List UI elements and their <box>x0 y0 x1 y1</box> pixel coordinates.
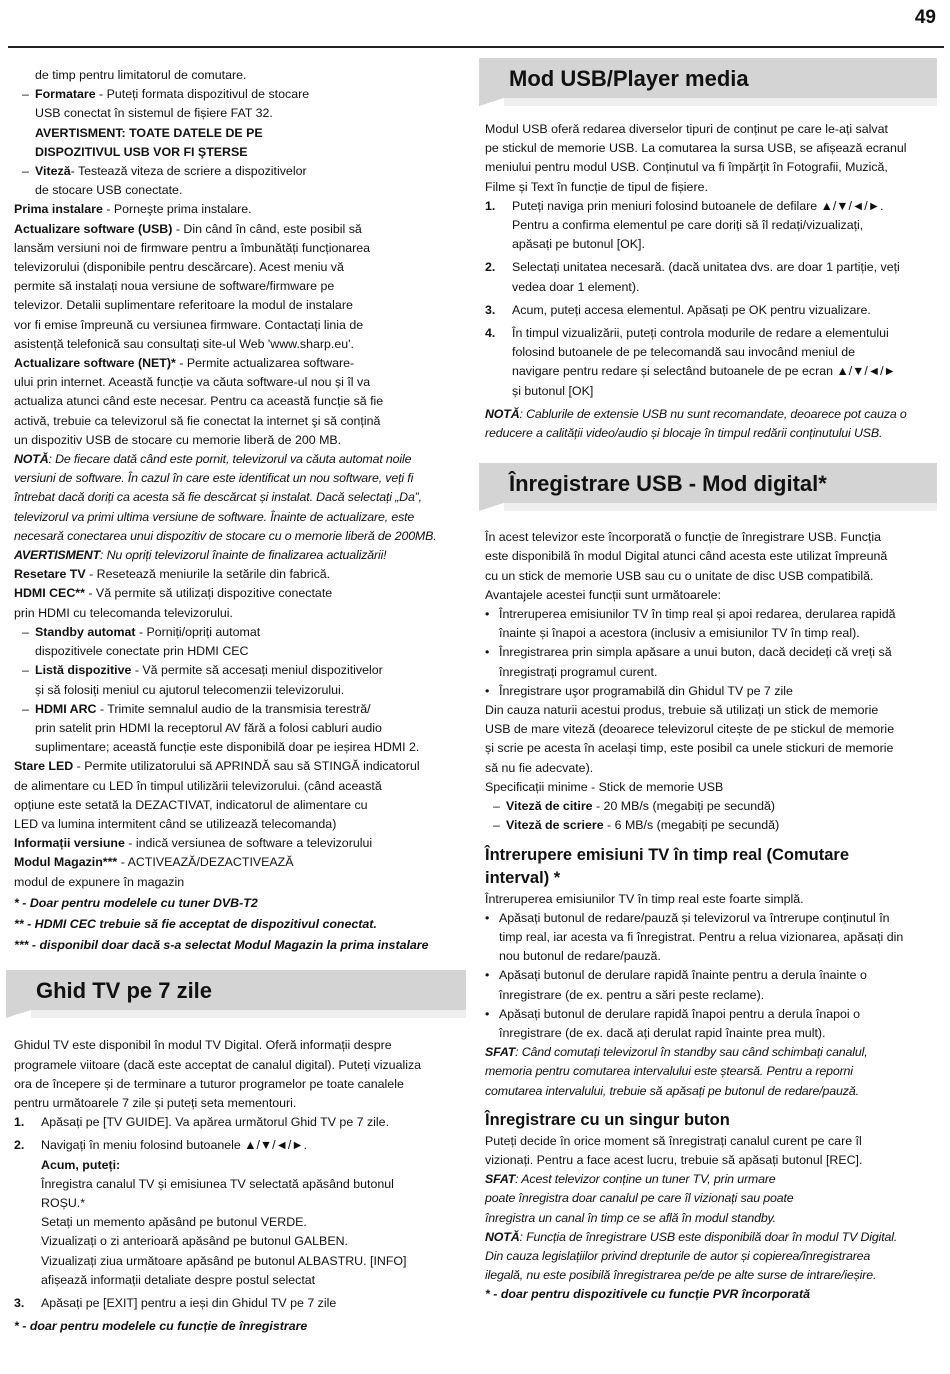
single-line: vizionați. Pentru a face acest lucru, trebuie să apăsați butonul [REC]. <box>485 1152 863 1167</box>
single-nota-line: Din cauza legislațiilor privind drepturile de autor și copierea/înregistrarea <box>485 1248 871 1263</box>
rec-intro-line: cu un stick de memorie USB sau cu o unitate de disc USB compatibilă. <box>485 568 874 583</box>
single-sfat-line: poate înregistra doar canalul pe care îl vizionați sau poate <box>485 1191 794 1206</box>
nota-line: televizorul va primi ultima versiune de software. Înainte de actualizare, este <box>14 509 415 524</box>
ghid-intro-line: pentru următoarele 7 zile și puteți seta mementouri. <box>14 1095 297 1110</box>
rec-para2-line: și scrie pe acesta în același timp, este posibil ca unele stickuri de memorie <box>485 741 894 756</box>
rec-intro-line: Avantajele acestei funcții sunt următoarele: <box>485 587 722 602</box>
top-rule <box>8 46 944 48</box>
viteza-item: – Viteză- Testează viteza de scriere a dispozitivelor <box>22 164 307 179</box>
ghid-step-1: 1. Apăsați pe [TV GUIDE]. Va apărea următorul Ghid TV pe 7 zile. <box>14 1115 390 1130</box>
warning-line-1: AVERTISMENT: TOATE DATELE DE PE <box>35 125 263 140</box>
act-usb-line: asistență telefonică sau consultați site-ul Web 'www.sharp.eu'. <box>14 336 354 351</box>
pause-bullets <box>485 909 937 1043</box>
single-sfat: SFAT: Acest televizor conține un tuner TV, prin urmare <box>485 1172 776 1187</box>
usb-step: 1. Puteți naviga prin meniuri folosind butoanele de defilare ▲/▼/◄/►. Pentru a confirma elementul pe care doriți să îl redați/vizualizați, apăsați pe butonul [OK]. <box>485 198 884 252</box>
standby-cont: dispozitivele conectate prin HDMI CEC <box>35 644 249 659</box>
viteza-label: Viteză <box>35 164 71 179</box>
single-footnote: * - doar pentru dispozitivele cu funcție PVR încorporată <box>485 1287 810 1302</box>
informatii-versiune: Informații versiune - indică versiunea de software a televizorului <box>14 836 373 851</box>
modul-magazin-cont: modul de expunere în magazin <box>14 874 185 889</box>
formatare-label: Formatare <box>35 87 96 102</box>
usb-section-title: Mod USB/Player media <box>509 66 749 91</box>
ghid-intro-line: programele viitoare (dacă este acceptat de canalul digital). Puteți vizualiza <box>14 1057 422 1072</box>
single-nota: NOTĂ: Funcția de înregistrare USB este disponibilă doar în modul TV Digital. <box>485 1229 898 1244</box>
single-nota-line: ilegală, nu este posibilă înregistrarea pe/de pe alte surse de intrare/ieșire. <box>485 1268 877 1283</box>
hdmi-cec: HDMI CEC** - Vă permite să utilizați dispozitive conectate <box>14 586 333 601</box>
usb-step: 2. Selectați unitatea necesară. (dacă unitatea dvs. are doar 1 partiție, veți vedea doar 1 element). <box>485 260 900 294</box>
footnote: *** - disponibil doar dacă s-a selectat Modul Magazin la prima instalare <box>14 938 429 953</box>
footnote: * - Doar pentru modelele cu tuner DVB-T2 <box>14 895 258 910</box>
act-usb-line: permite să instalați noua versiune de software/firmware pe <box>14 279 335 294</box>
stare-led: Stare LED - Permite utilizatorului să APRINDĂ sau să STINGĂ indicatorul <box>14 759 420 774</box>
usb-intro-line: Modul USB oferă redarea diverselor tipuri de conținut pe care le-ați salvat <box>485 122 888 136</box>
usb-intro-line: pe stickul de memorie USB. La comutarea la sursa USB, se afișează ecranul <box>485 141 907 156</box>
act-net-line: un dispozitiv USB de stocare cu memorie liberă de 200 MB. <box>14 432 342 447</box>
act-usb-line: televizor. Detalii suplimentare referitoare la modul de instalare <box>14 298 353 313</box>
usb-step: 4. În timpul vizualizării, puteți controla modurile de redare a elementului folosind butoanele de pe telecomandă sau invocând meniul de navigare pentru redare și selectând butoanele de pe ecran ▲/▼/◄/► și butonul [OK] <box>485 326 896 398</box>
usb-section-bar <box>479 58 937 106</box>
rec-intro-line: este disponibilă în modul Digital atunci când acesta este utilizat împreună <box>485 549 888 564</box>
standby-item: – Standby automat - Porniți/opriți automat <box>22 624 261 639</box>
page-number: 49 <box>914 7 936 28</box>
intro-line: de timp pentru limitatorul de comutare. <box>35 68 247 82</box>
pause-intro: Întreruperea emisiunilor TV în timp real este foarte simplă. <box>485 891 804 906</box>
nota-line1: NOTĂ: De fiecare dată când este pornit, televizorul va căuta automat noile <box>14 452 412 467</box>
act-net-line: actualiza atunci când este necesar. Pentru ca această funcție să fie <box>14 394 384 409</box>
act-usb-line: vor fi emise împreună cu versiunea firmware. Contactați linia de <box>14 317 364 332</box>
hdmi-cec-cont: prin HDMI cu telecomanda televizorului. <box>14 605 233 620</box>
rec-para2-line: Din cauza naturii acestui produs, trebuie să utilizați un stick de memorie <box>485 703 879 718</box>
ghid-intro-line: ora de începere și de terminare a tuturor programelor pe toate canalele <box>14 1076 404 1091</box>
usb-step: 3. Acum, puteți accesa elementul. Apăsați pe OK pentru vizualizare. <box>485 302 871 317</box>
usb-nota: NOTĂ: Cablurile de extensie USB nu sunt recomandate, deoarece pot cauza o <box>485 406 907 421</box>
pause-bullet: • Apăsați butonul de derulare rapidă înapoi pentru a derula înapoi o înregistrare (de ex. dacă ați derulat rapid înainte prea mult). <box>485 1006 860 1040</box>
footnote: ** - HDMI CEC trebuie să fie acceptat de dispozitivul conectat. <box>14 916 377 931</box>
rec-section-title: Înregistrare USB - Mod digital* <box>509 471 827 497</box>
act-net-line1: Actualizare software (NET)* - Permite actualizarea software- <box>14 356 355 371</box>
rec-spec: Specificații minime - Stick de memorie USB <box>485 779 724 794</box>
rec-para2-line: să nu fie adecvate). <box>485 760 594 775</box>
hdmi-arc-cont: suplimentare; această funcție este disponibilă doar pe ieșirea HDMI 2. <box>35 740 420 755</box>
viteza-cont: de stocare USB conectate. <box>35 183 183 198</box>
ghid-steps <box>14 1113 466 1313</box>
warning-line-2: DISPOZITIVUL USB VOR FI ŞTERSE <box>35 144 248 159</box>
ghid-step-3: 3. Apăsați pe [EXIT] pentru a ieși din Ghidul TV pe 7 zile <box>14 1295 337 1310</box>
act-usb-line: lansăm versiuni noi de firmware pentru a îmbunătăți funcționarea <box>14 240 371 255</box>
prima-instalare: Prima instalare - Porneşte prima instalare. <box>14 202 252 217</box>
rec-bullet: • Întreruperea emisiunilor TV în timp real și apoi redarea, derularea rapidă înainte și înapoi a acestora (inclusiv a emisiunilor TV în timp real). <box>485 607 896 641</box>
stare-led-line: de alimentare cu LED în timpul utilizării televizorului. (când această <box>14 778 382 793</box>
rec-section-bar <box>479 463 937 511</box>
ghid-intro-line: Ghidul TV este disponibil în modul TV Digital. Oferă informații despre <box>14 1038 392 1053</box>
left-column <box>14 66 466 1336</box>
rec-para2-line: USB de mare viteză (deoarece televizorul citește de pe stickul de memorie <box>485 722 895 737</box>
formatare-text: - Puteți formata dispozitivul de stocare <box>95 87 310 102</box>
usb-nota-cont: reducere a calității video/audio și blocaje în timpul redării conținutului USB. <box>485 426 883 441</box>
pause-bullet: • Apăsați butonul de derulare rapidă înainte pentru a derula înainte o înregistrare (de ex. pentru a sări peste reclame). <box>485 968 867 1002</box>
usb-steps <box>485 197 937 401</box>
viteza-text: - Testează viteza de scriere a dispozitivelor <box>70 164 307 179</box>
modul-magazin: Modul Magazin*** - ACTIVEAZĂ/DEZACTIVEAZĂ <box>14 855 294 870</box>
viteza-scriere: – Viteză de scriere - 6 MB/s (megabiți pe secundă) <box>493 818 780 833</box>
rec-bullets <box>485 605 937 701</box>
stare-led-line: LED va lumina intermitent când se utilizează telecomanda) <box>14 816 337 831</box>
rec-bullet: • Înregistrare uşor programabilă din Ghidul TV pe 7 zile <box>485 683 793 698</box>
pause-sfat-line: comutarea intervalului, trebuie să apăsați pe butonul de redare/pauză. <box>485 1083 859 1098</box>
viteza-citire: – Viteză de citire - 20 MB/s (megabiți pe secundă) <box>493 799 776 814</box>
nota-line: necesară conectarea unui dispozitiv de stocare cu o memorie liberă de 200MB. <box>14 528 437 543</box>
usb-intro-line: meniului pentru modul USB. Conținutul va fi împărțit în Fotografii, Muzică, <box>485 160 888 175</box>
single-heading: Înregistrare cu un singur buton <box>485 1110 730 1129</box>
usb-intro-line: Filme și Text în funcție de tipul de fișiere. <box>485 179 708 194</box>
pause-sfat: SFAT: Când comutați televizorul în standby sau când schimbați canalul, <box>485 1045 868 1060</box>
rec-bullet: • Înregistrarea prin simpla apăsare a unui buton, dacă decideți că vreți să înregistrați programul curent. <box>485 645 892 679</box>
act-net-line: ului prin internet. Această funcție va căuta software-ul nou și îl va <box>14 375 371 390</box>
lista-item: – Listă dispozitive - Vă permite să accesați meniul dispozitivelor <box>22 663 383 678</box>
act-usb-line: televizorului (disponibile pentru descărcare). Acest meniu vă <box>14 260 344 275</box>
ghid-step-2: 2. Navigați în meniu folosind butoanele ▲/▼/◄/►. Acum, puteți: Înregistra canalul TV și emisiunea TV selectată apăsând butonul ROȘU.* Setați un memento apăsând pe butonul VERDE. Vizualizați o zi anterioară apăsând pe butonul GALBEN. Vizualizați ziua următoare apăsând pe butonul ALBASTRU. [INFO] afișează informații detaliate despre postul selectat <box>14 1138 407 1287</box>
lista-cont: și să folosiți meniul cu ajutorul telecomenzii televizorului. <box>35 682 345 697</box>
formatare-cont: USB conectat în sistemul de fișiere FAT 32. <box>35 106 273 121</box>
act-usb-line1: Actualizare software (USB) - Din când în când, este posibil să <box>14 221 362 236</box>
nota-line: versiuni de software. În cazul în care este identificat un nou software, veți fi <box>14 471 414 486</box>
ghid-section-title: Ghid TV pe 7 zile <box>36 978 213 1004</box>
hdmi-arc-cont: prin satelit prin HDMI la receptorul AV fără a folosi cabluri audio <box>35 720 382 735</box>
resetare-tv: Resetare TV - Resetează meniurile la setările din fabrică. <box>14 567 331 582</box>
single-line: Puteți decide în orice moment să înregistrați canalul curent pe care îl <box>485 1133 862 1148</box>
ghid-section-bar <box>6 970 466 1018</box>
pause-sfat-line: memoria pentru comutarea intervalului este ștearsă. Pentru a reporni <box>485 1064 853 1079</box>
pause-bullet: • Apăsați butonul de redare/pauză și televizorul va întrerupe conținutul în timp real, iar acesta va fi înregistrat. Pentru a relua vizionarea, apăsați din nou butonul de redare/pauză. <box>485 910 904 964</box>
act-net-line: activă, trebuie ca televizorul să fie conectat la internet şi să conțină <box>14 413 381 428</box>
avertisment-line: AVERTISMENT: Nu opriți televizorul înainte de finalizarea actualizării! <box>14 548 387 563</box>
formatare-item: – Formatare - Puteți formata dispozitivul de stocare <box>22 87 310 102</box>
right-column <box>485 58 937 1305</box>
pause-heading: Întrerupere emisiuni TV în timp real (Comutare interval) * <box>485 845 849 887</box>
nota-line: întrebat dacă doriți ca acesta să fie descărcat și instalat. Dacă selectați „Da”, <box>14 490 422 505</box>
rec-intro-line: În acest televizor este încorporată o funcție de înregistrare USB. Funcția <box>485 530 882 545</box>
stare-led-line: opțiune este setată la DEZACTIVAT, indicatorul de alimentare cu <box>14 797 368 812</box>
ghid-footnote: * - doar pentru modelele cu funcție de înregistrare <box>14 1319 308 1334</box>
single-sfat-line: înregistra un canal în timp ce se află în modul standby. <box>485 1210 776 1225</box>
hdmi-arc-item: – HDMI ARC - Trimite semnalul audio de la transmisia terestră/ <box>22 701 371 716</box>
